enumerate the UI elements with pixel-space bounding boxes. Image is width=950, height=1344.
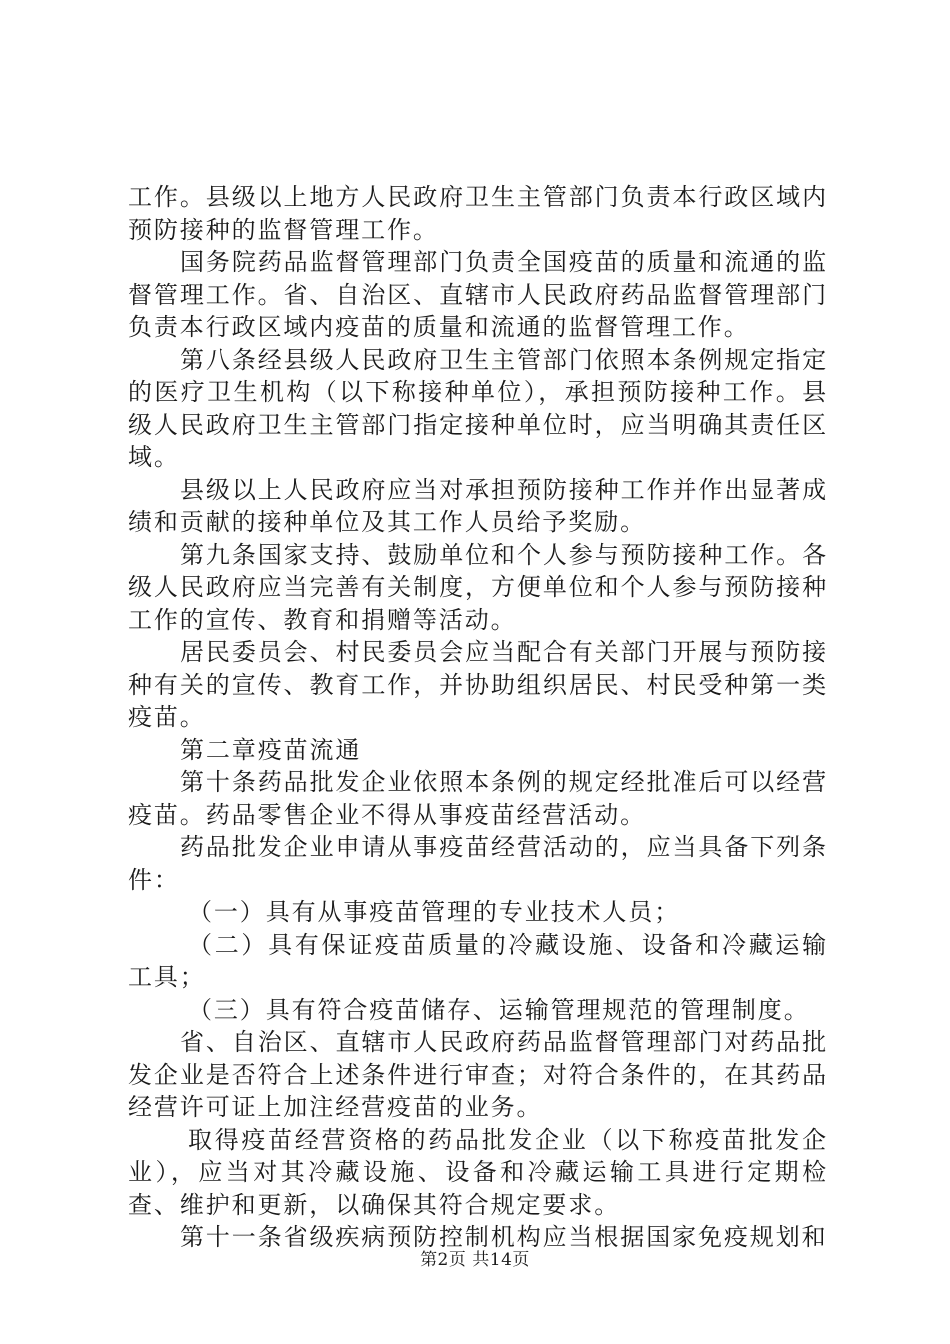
list-item-condition-2: （二）具有保证疫苗质量的冷藏设施、设备和冷藏运输工具； [128,930,828,991]
list-item-condition-1: （一）具有从事疫苗管理的专业技术人员； [188,898,681,926]
list-item-condition-3: （三）具有符合疫苗储存、运输管理规范的管理制度。 [188,995,810,1024]
paragraph-conditions: 药品批发企业申请从事疫苗经营活动的，应当具备下列条件： [128,833,828,894]
paragraph-article-10: 第十条药品批发企业依照本条例的规定经批准后可以经营疫苗。药品零售企业不得从事疫苗经营活动。 [128,768,828,829]
page-number: 第2页 共14页 [420,1250,530,1270]
paragraph-wholesale: 取得疫苗经营资格的药品批发企业（以下称疫苗批发企业），应当对其冷藏设施、设备和冷藏运输工具进行定期检查、维护和更新，以确保其符合规定要求。 [128,1125,828,1219]
paragraph-continuation: 工作。县级以上地方人民政府卫生主管部门负责本行政区域内预防接种的监督管理工作。 [128,183,828,244]
paragraph-state-council: 国务院药品监督管理部门负责全国疫苗的质量和流通的监督管理工作。省、自治区、直辖市人民政府药品监督管理部门负责本行政区域内疫苗的质量和流通的监督管理工作。 [128,248,828,341]
paragraph-article-9: 第九条国家支持、鼓励单位和个人参与预防接种工作。各级人民政府应当完善有关制度，方便单位和个人参与预防接种工作的宣传、教育和捐赠等活动。 [128,540,828,634]
paragraph-reward: 县级以上人民政府应当对承担预防接种工作并作出显著成绩和贡献的接种单位及其工作人员给予奖励。 [128,475,828,536]
paragraph-committees: 居民委员会、村民委员会应当配合有关部门开展与预防接种有关的宣传、教育工作，并协助组织居民、村民受种第一类疫苗。 [128,638,828,731]
paragraph-article-11: 第十一条省级疾病预防控制机构应当根据国家免疫规划和 [180,1223,828,1251]
chapter-heading: 第二章疫苗流通 [180,735,362,764]
document-body [128,181,828,1254]
paragraph-article-8: 第八条经县级人民政府卫生主管部门依照本条例规定指定的医疗卫生机构（以下称接种单位），承担预防接种工作。县级人民政府卫生主管部门指定接种单位时，应当明确其责任区域。 [128,345,828,471]
paragraph-review: 省、自治区、直辖市人民政府药品监督管理部门对药品批发企业是否符合上述条件进行审查；对符合条件的，在其药品经营许可证上加注经营疫苗的业务。 [128,1028,828,1121]
